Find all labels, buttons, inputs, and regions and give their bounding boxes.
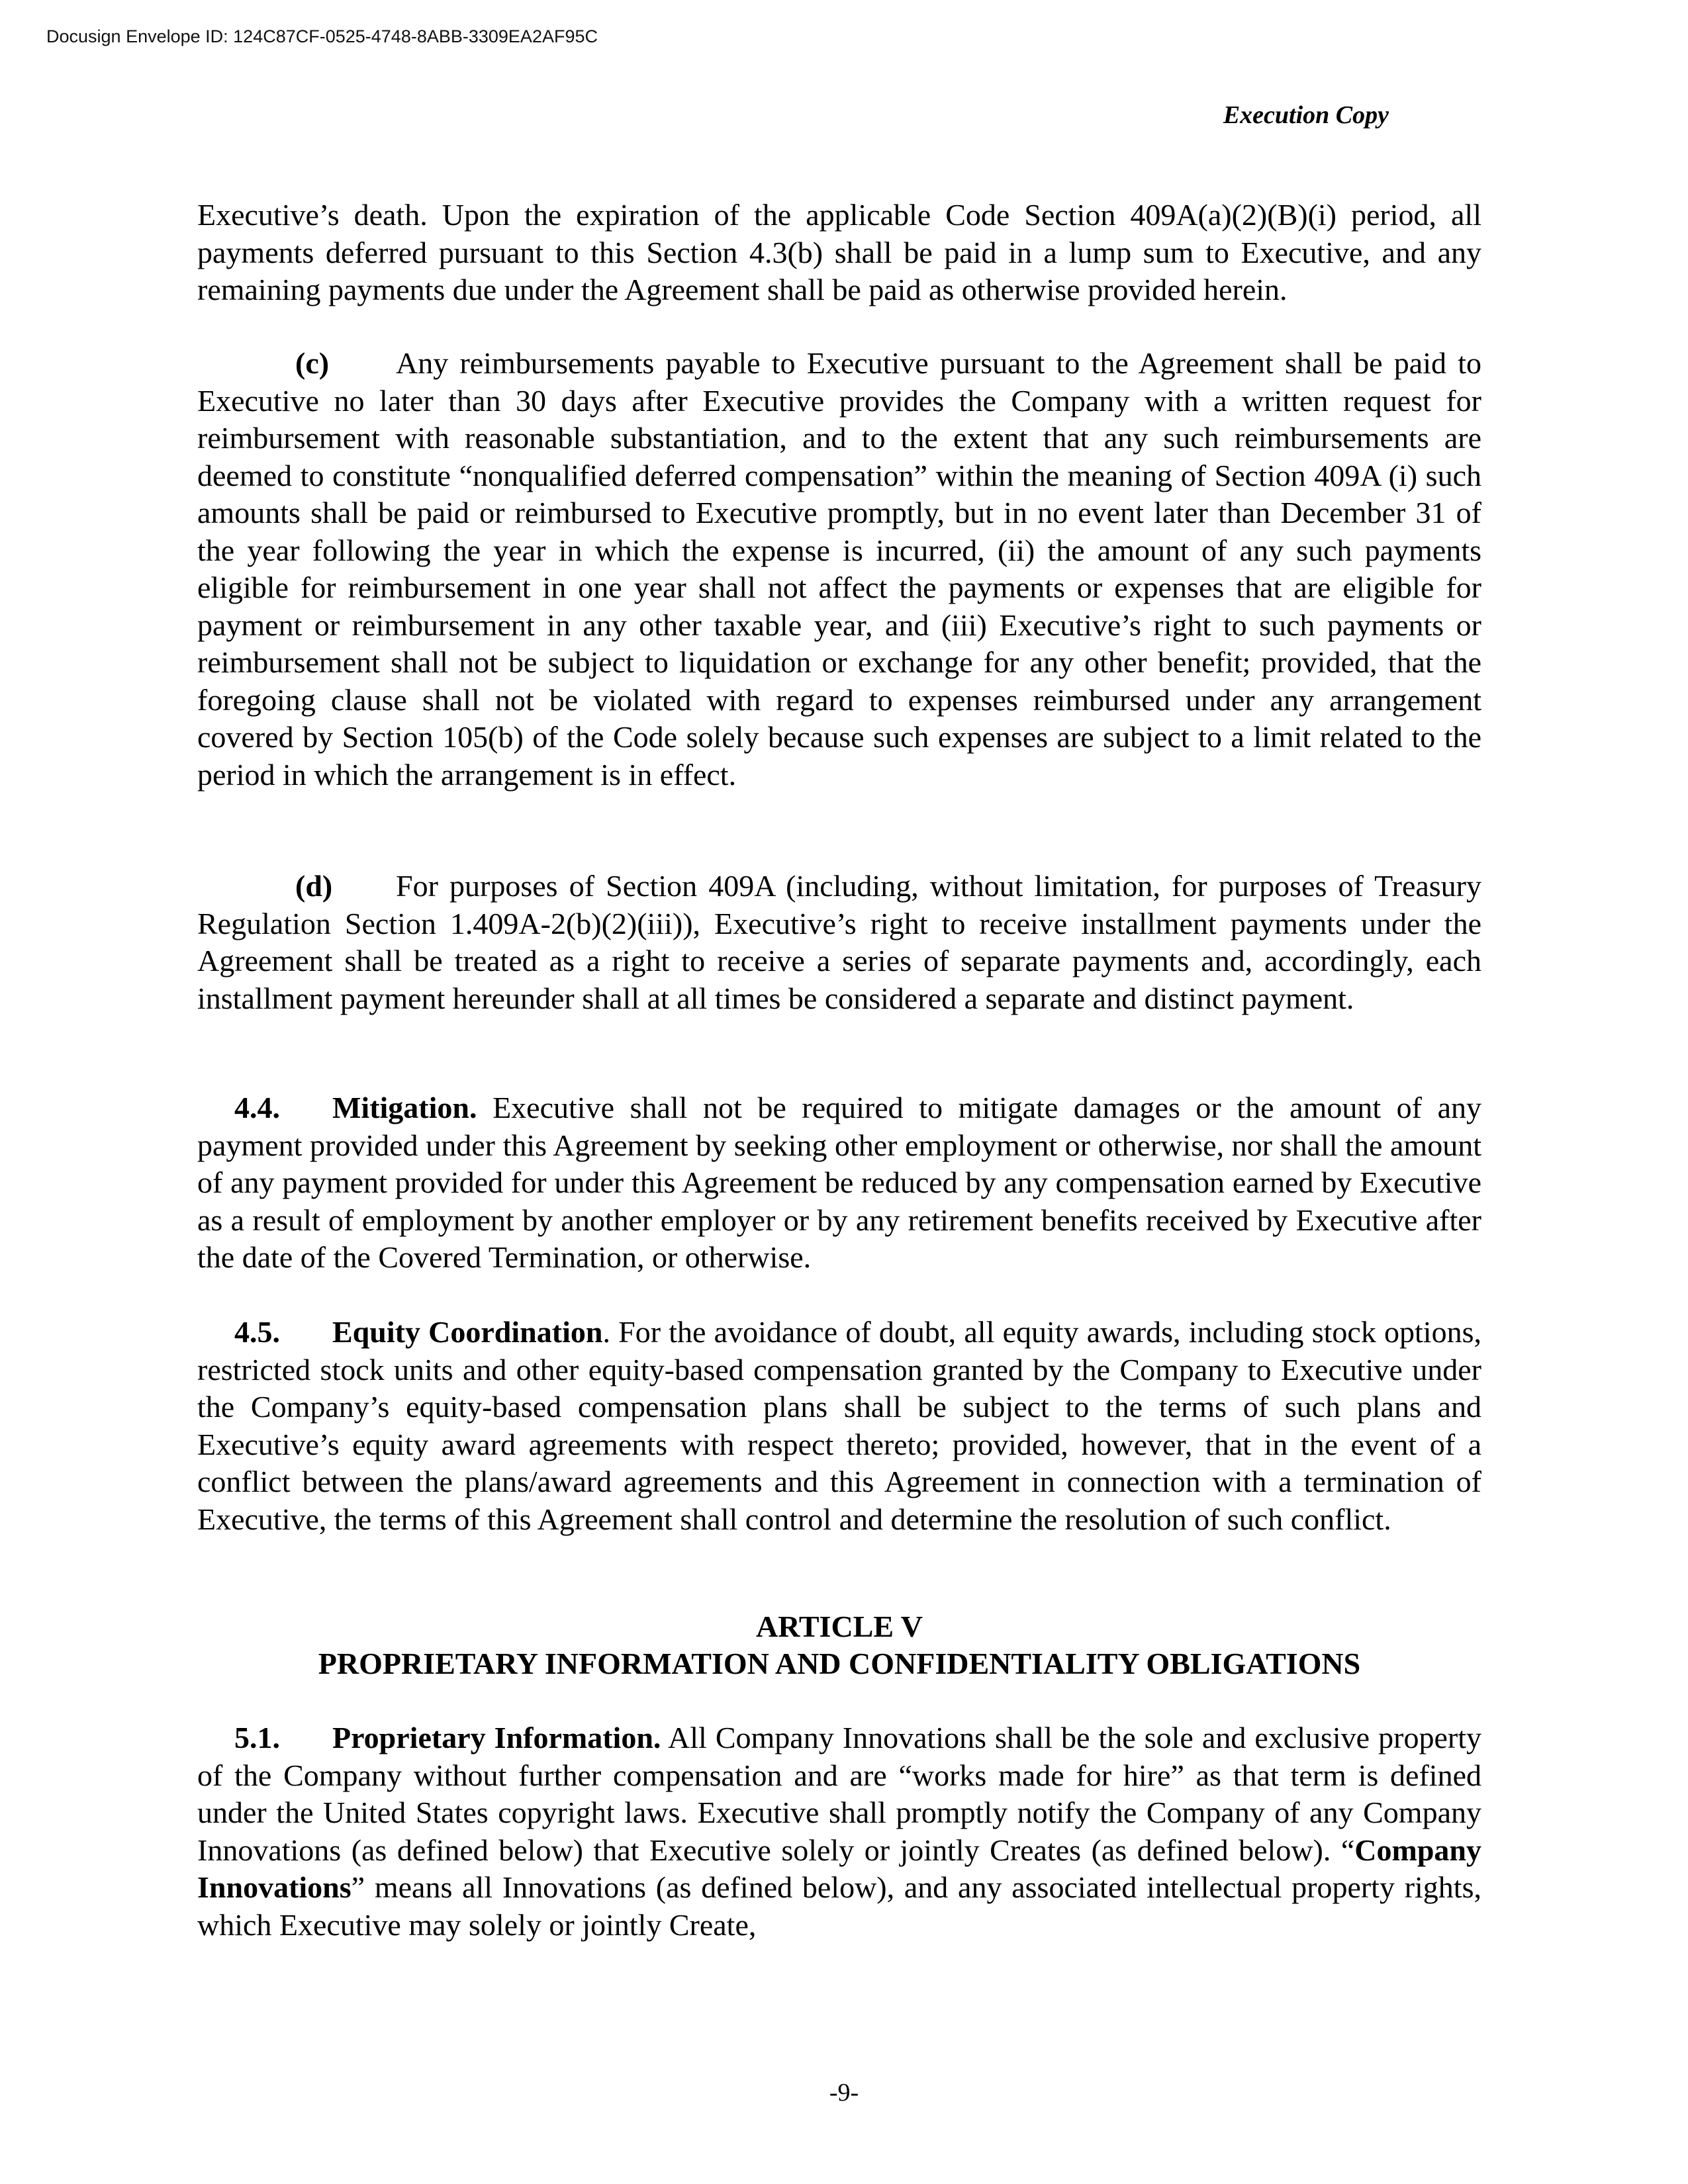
section-4-5-text: . For the avoidance of doubt, all equity awards, including stock options, restricted stock units and other equity-based compensation granted by the Company to Executive under the Company’s equity-based compensation plans shall be subject to the terms of such plans and Executive’s equity award agreements with respect thereto; provided, however, that in the event of a conflict between the plans/award agreements and this Agreement in connection with a termination of Executive, the terms of this Agreement shall control and determine the resolution of such conflict.: [197, 1315, 1481, 1536]
section-5-1-number: 5.1.: [234, 1721, 280, 1754]
paragraph-c: [197, 345, 1481, 794]
envelope-id: Docusign Envelope ID: 124C87CF-0525-4748-8ABB-3309EA2AF95C: [46, 26, 598, 46]
section-4-4-title: Mitigation.: [332, 1091, 477, 1124]
section-4-5-number: 4.5.: [234, 1315, 280, 1349]
paragraph-c-text: Any reimbursements payable to Executive pursuant to the Agreement shall be paid to Executive no later than 30 days after Executive provides the Company with a written request for reimbursement with reasonable substantiation, and to the extent that any such reimbursements are deemed to constitute “nonqualified deferred compensation” within the meaning of Section 409A (i) such amounts shall be paid or reimbursed to Executive promptly, but in no event later than December 31 of the year following the year in which the expense is incurred, (ii) the amount of any such payments eligible for reimbursement in one year shall not affect the payments or expenses that are eligible for payment or reimbursement in any other taxable year, and (iii) Executive’s right to such payments or reimbursement shall not be subject to liquidation or exchange for any other benefit; provided, that the foregoing clause shall not be violated with regard to expenses reimbursed under any arrangement covered by Section 105(b) of the Code solely because such expenses are subject to a limit related to the period in which the arrangement is in effect.: [197, 346, 1481, 792]
section-5-1-defined-term: Company Innovations: [197, 1833, 1481, 1904]
section-4-4-text: Executive shall not be required to mitigate damages or the amount of any payment provided under this Agreement by seeking other employment or otherwise, nor shall the amount of any payment provided for under this Agreement be reduced by any compensation earned by Executive as a result of employment by another employer or by any retirement benefits received by Executive after the date of the Covered Termination, or otherwise.: [197, 1091, 1482, 1274]
paragraph-d-label: (d): [295, 869, 333, 903]
section-5-1-title: Proprietary Information.: [332, 1721, 661, 1754]
article-subtitle: PROPRIETARY INFORMATION AND CONFIDENTIALITY OBLIGATIONS: [318, 1647, 1361, 1680]
execution-copy-label: Execution Copy: [1223, 101, 1389, 129]
paragraph-c-label: (c): [295, 346, 330, 380]
article-title: ARTICLE V: [756, 1610, 923, 1643]
section-4-4: [197, 1089, 1481, 1277]
section-5-1-text-b: ” means all Innovations (as defined below), and any associated intellectual property rights, which Executive may solely or jointly Create,: [197, 1870, 1481, 1942]
section-4-5: [197, 1314, 1481, 1538]
page-number: -9-: [829, 2079, 859, 2107]
paragraph-d: [197, 868, 1481, 1017]
paragraph-d-text: For purposes of Section 409A (including, without limitation, for purposes of Treasury Regulation Section 1.409A-2(b)(2)(iii)), Executive’s right to receive installment payments under the Agreement shall be treated as a right to receive a series of separate payments and, accordingly, each installment payment hereunder shall at all times be considered a separate and distinct payment.: [197, 869, 1481, 1015]
section-4-4-number: 4.4.: [234, 1091, 280, 1124]
paragraph-continuation: Executive’s death. Upon the expiration of the applicable Code Section 409A(a)(2)(B)(i) period, all payments deferred pursuant to this Section 4.3(b) shall be paid in a lump sum to Executive, and any remaining payments due under the Agreement shall be paid as otherwise provided herein.: [197, 198, 1481, 306]
section-5-1: [197, 1719, 1481, 1944]
section-5-1-text-a: All Company Innovations shall be the sole and exclusive property of the Company without further compensation and are “works made for hire” as that term is defined under the United States copyright laws. Executive shall promptly notify the Company of any Company Innovations (as defined below) that Executive solely or jointly Creates (as defined below). “: [197, 1721, 1482, 1867]
section-4-5-title: Equity Coordination: [332, 1315, 603, 1349]
